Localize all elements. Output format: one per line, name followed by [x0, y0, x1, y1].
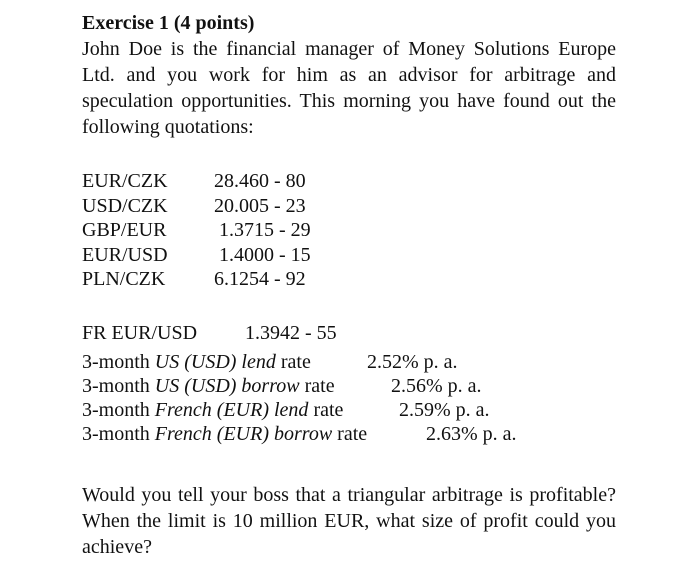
- exercise-document: [82, 10, 616, 580]
- rate-prefix: 3-month: [82, 422, 155, 445]
- rate-italic: French (EUR) lend: [154, 398, 309, 421]
- forward-rate-row: [82, 320, 616, 346]
- rate-value: 2.56% p. a.: [391, 374, 482, 397]
- rate-prefix: 3-month: [82, 398, 155, 421]
- rate-value: 2.63% p. a.: [426, 422, 517, 445]
- currency-pair: USD/CZK: [82, 194, 168, 217]
- quote-row: [82, 267, 616, 292]
- quote-row: [82, 194, 616, 219]
- quote-value: 6.1254 - 92: [214, 268, 306, 290]
- rate-suffix: rate: [308, 398, 344, 421]
- rate-value: 2.52% p. a.: [367, 350, 458, 373]
- question-paragraph: Would you tell your boss that a triangular arbitrage is profitable? When the limit is 10 million EUR, what size of profit could you achieve?: [82, 483, 616, 558]
- quote-value: 28.460 - 80: [214, 170, 306, 192]
- rate-value: 2.59% p. a.: [399, 398, 490, 421]
- currency-pair: EUR/CZK: [82, 170, 168, 192]
- quote-value: 20.005 - 23: [214, 194, 306, 217]
- quotation-list: [82, 169, 616, 292]
- rate-suffix: rate: [299, 374, 335, 397]
- currency-pair: EUR/USD: [82, 243, 168, 266]
- interest-rate-row: [82, 422, 616, 446]
- quote-row: [82, 218, 616, 243]
- interest-rate-row: [82, 350, 616, 374]
- currency-pair: GBP/EUR: [82, 219, 167, 241]
- interest-rate-row: [82, 398, 616, 422]
- rate-prefix: 3-month: [82, 350, 155, 373]
- interest-rate-list: [82, 350, 616, 446]
- exercise-title: Exercise 1 (4 points): [82, 12, 255, 34]
- forward-label: FR EUR/USD: [82, 321, 198, 344]
- intro-paragraph: John Doe is the financial manager of Money Solutions Europe Ltd. and you work for him as an advisor for arbitrage and speculation opportunities. This morning you have found out the following quotations:: [82, 38, 616, 138]
- currency-pair: PLN/CZK: [82, 268, 166, 290]
- rate-italic: French (EUR) borrow: [154, 422, 333, 445]
- forward-value: 1.3942 - 55: [245, 321, 337, 344]
- quote-value: 1.4000 - 15: [214, 243, 311, 266]
- interest-rate-row: [82, 374, 616, 398]
- rate-suffix: rate: [332, 422, 368, 445]
- quote-row: [82, 169, 616, 194]
- rate-suffix: rate: [275, 350, 311, 373]
- quote-row: [82, 243, 616, 268]
- rate-prefix: 3-month: [82, 374, 155, 397]
- rate-italic: US (USD) borrow: [154, 374, 300, 397]
- rate-italic: US (USD) lend: [154, 350, 276, 373]
- quote-value: 1.3715 - 29: [214, 219, 311, 241]
